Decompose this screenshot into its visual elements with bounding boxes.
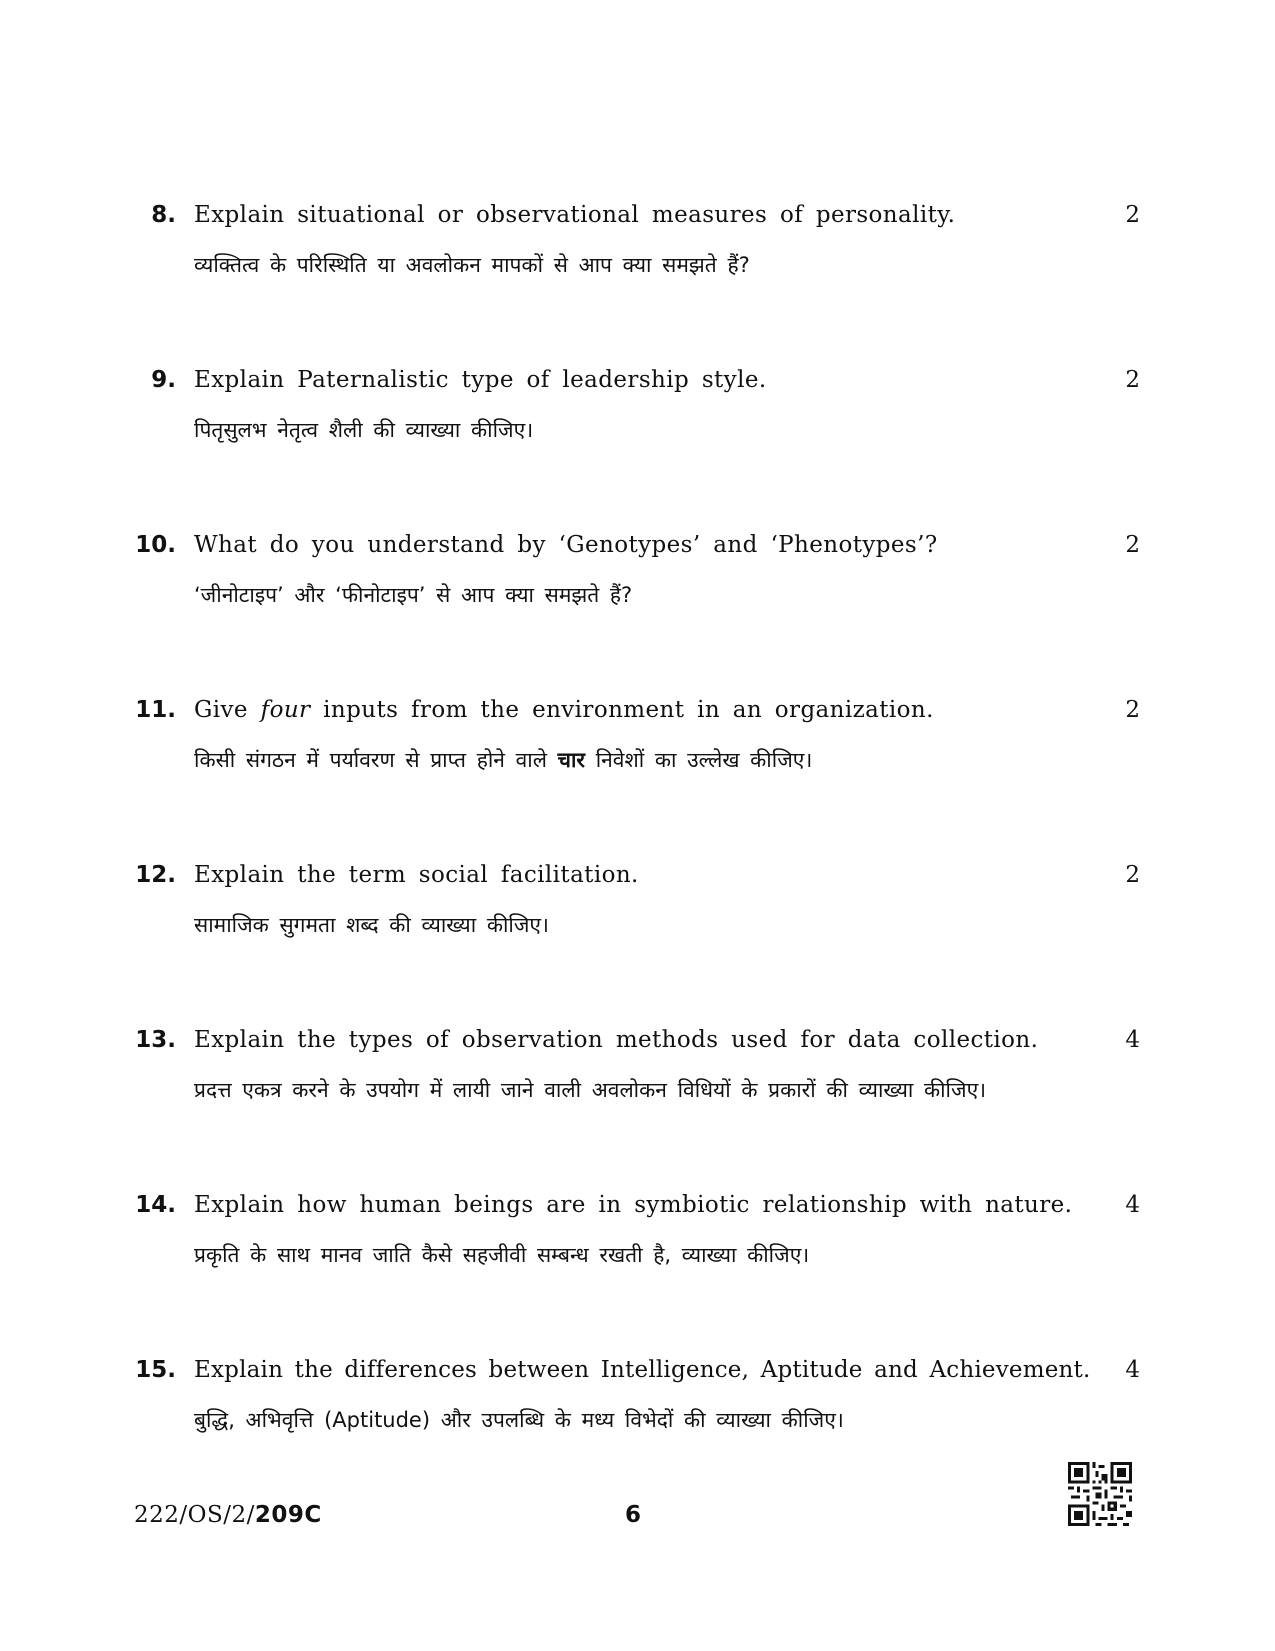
question-number: 14. <box>135 1192 176 1218</box>
qr-code-icon <box>1068 1462 1132 1526</box>
question-9 <box>0 365 1275 475</box>
question-marks: 2 <box>1125 862 1140 888</box>
question-text-hindi <box>194 745 1094 775</box>
question-text-part: निवेशों का उल्लेख कीजिए। <box>585 748 813 772</box>
question-marks: 2 <box>1125 532 1140 558</box>
question-text-part: किसी संगठन में पर्यावरण से प्राप्त होने वाले <box>194 748 558 772</box>
question-text-hindi: ‘जीनोटाइप’ और ‘फीनोटाइप’ से आप क्या समझते हैं? <box>194 583 633 607</box>
question-marks: 4 <box>1125 1027 1140 1053</box>
paper-code <box>134 1500 322 1530</box>
question-text-english <box>194 695 1094 725</box>
question-text-english: Explain the differences between Intelligence, Aptitude and Achievement. <box>194 1357 1091 1383</box>
question-text-hindi: प्रकृति के साथ मानव जाति कैसे सहजीवी सम्बन्ध रखती है, व्याख्या कीजिए। <box>194 1243 810 1267</box>
question-text-part: inputs from the environment in an organization. <box>310 697 934 723</box>
question-number: 8. <box>151 202 176 228</box>
question-marks: 2 <box>1125 367 1140 393</box>
question-text-english: Explain the term social facilitation. <box>194 862 639 888</box>
paper-code-prefix: 222/OS/2/ <box>134 1502 255 1528</box>
paper-code-suffix: 209C <box>254 1502 322 1528</box>
question-13 <box>0 1025 1275 1135</box>
question-number: 9. <box>151 367 176 393</box>
question-15 <box>0 1355 1275 1465</box>
question-number: 10. <box>135 532 176 558</box>
question-text-english: Explain Paternalistic type of leadership style. <box>194 367 767 393</box>
question-11 <box>0 695 1275 805</box>
question-marks: 2 <box>1125 202 1140 228</box>
question-text-part: Give <box>194 697 261 723</box>
question-text-english: Explain how human beings are in symbiotic relationship with nature. <box>194 1192 1073 1218</box>
question-number: 12. <box>135 862 176 888</box>
question-number: 13. <box>135 1027 176 1053</box>
question-marks: 4 <box>1125 1357 1140 1383</box>
question-text-hindi: व्यक्तित्व के परिस्थिति या अवलोकन मापकों से आप क्या समझते हैं? <box>194 253 750 277</box>
question-text-english: Explain situational or observational measures of personality. <box>194 202 956 228</box>
bold-word: चार <box>557 748 586 772</box>
question-8 <box>0 200 1275 310</box>
question-10 <box>0 530 1275 640</box>
page-number: 6 <box>624 1502 641 1528</box>
question-text-english: Explain the types of observation methods used for data collection. <box>194 1027 1039 1053</box>
question-14 <box>0 1190 1275 1300</box>
question-marks: 4 <box>1125 1192 1140 1218</box>
question-text-hindi: पितृसुलभ नेतृत्व शैली की व्याख्या कीजिए। <box>194 418 534 442</box>
question-number: 15. <box>135 1357 176 1383</box>
question-text-hindi: प्रदत्त एकत्र करने के उपयोग में लायी जाने वाली अवलोकन विधियों के प्रकारों की व्याख्या कीजिए। <box>194 1078 987 1102</box>
question-text-hindi: बुद्धि, अभिवृत्ति (Aptitude) और उपलब्धि के मध्य विभेदों की व्याख्या कीजिए। <box>194 1408 844 1432</box>
emphasized-word: four <box>260 697 311 723</box>
question-text-english: What do you understand by ‘Genotypes’ and ‘Phenotypes’? <box>194 532 938 558</box>
question-text-hindi: सामाजिक सुगमता शब्द की व्याख्या कीजिए। <box>194 913 549 937</box>
question-number: 11. <box>135 697 176 723</box>
question-12 <box>0 860 1275 970</box>
question-marks: 2 <box>1125 697 1140 723</box>
